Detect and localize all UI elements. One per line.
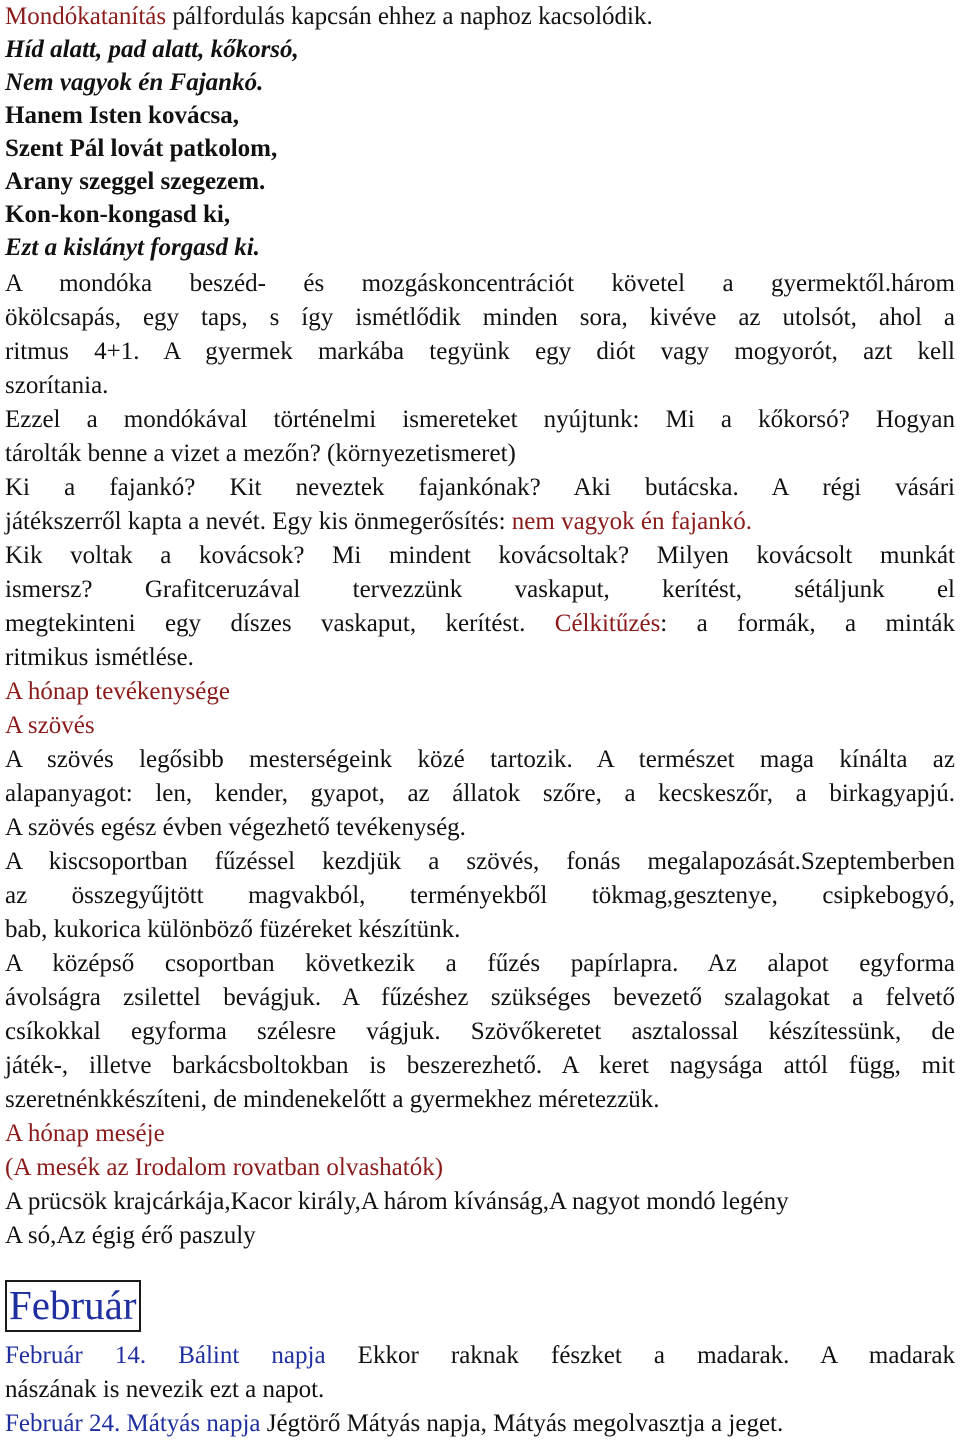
weaving-line: ávolságra zsilettel bevágjuk. A fűzéshez szükséges bevezető szalagokat a felvető [5,984,955,1011]
weaving-line: A szövés egész évben végezhető tevékenység. [5,814,466,841]
weaving-line: A szövés legősibb mesterségeink közé tartozik. A természet maga kínálta az [5,746,955,773]
feb14-line [5,1339,955,1373]
paragraph-text: játékszerről kapta a nevét. Egy kis önmegerősítés: [5,508,512,535]
weaving-line: bab, kukorica különböző füzéreket készítünk. [5,916,461,943]
paragraph-line: ismersz? Grafitceruzával tervezzünk vaskaput, kerítést, sétáljunk el [5,576,955,603]
paragraph-line: Ki a fajankó? Kit neveztek fajankónak? Aki butácska. A régi vásári [5,474,955,501]
goal-label: Célkitűzés [554,610,661,637]
heading-weaving: A szövés [5,712,95,739]
paragraph-text: megtekinteni egy díszes vaskaput, kerítést. [5,610,555,637]
weaving-line: csíkokkal egyforma szélesre vágjuk. Szövőkeretet asztalossal készítessünk, de [5,1018,955,1045]
rhyme-line-2: Nem vagyok én Fajankó. [5,69,264,96]
weaving-line: A kiscsoportban fűzéssel kezdjük a szövés, fonás megalapozását.Szeptemberben [5,848,955,875]
paragraph-text: : a formák, a minták [660,610,955,637]
feb24-line [5,1407,955,1441]
paragraph-line: tárolták benne a vizet a mezőn? (környezetismeret) [5,440,516,467]
paragraph-line: Kik voltak a kovácsok? Mi mindent kovácsoltak? Milyen kovácsolt munkát [5,542,955,569]
feb24-text: Jégtörő Mátyás napja, Mátyás megolvasztja a jeget. [260,1410,784,1437]
month-heading [5,1280,955,1330]
heading-tale: A hónap meséje [5,1120,165,1147]
paragraph-line: ritmikus ismétlése. [5,644,194,671]
rhyme-line-5: Arany szeggel szegezem. [5,168,266,195]
weaving-line: alapanyagot: len, kender, gyapot, az állatok szőre, a kecskeszőr, a birkagyapjú. [5,780,955,807]
rhyme-line-4: Szent Pál lovát patkolom, [5,135,278,162]
paragraph-line: Ezzel a mondókával történelmi ismereteket nyújtunk: Mi a kőkorsó? Hogyan [5,406,955,433]
feb14-text: Ekkor raknak fészket a madarak. A madarak [325,1342,955,1369]
paragraph-line [5,607,955,641]
weaving-line: az összegyűjtött magvakból, terményekből tökmag,gesztenye, csipkebogyó, [5,882,955,909]
rhyme-line-3: Hanem Isten kovácsa, [5,102,240,129]
highlight-text: nem vagyok én fajankó. [511,508,752,535]
feb14-cont: nászának is nevezik ezt a napot. [5,1376,325,1403]
weaving-line: játék-, illetve barkácsboltokban is beszerezhető. A keret nagysága attól függ, mit [5,1052,955,1079]
feb24-date: Február 24. Mátyás napja [5,1410,261,1437]
feb14-date: Február 14. Bálint napja [5,1342,326,1369]
tale-list-line: A só,Az égig érő paszuly [5,1222,256,1249]
intro-line [5,0,955,34]
paragraph-line: A mondóka beszéd- és mozgáskoncentrációt követel a gyermektől.három [5,270,955,297]
weaving-line: A középső csoportban következik a fűzés papírlapra. Az alapot egyforma [5,950,955,977]
rhyme-line-6: Kon-kon-kongasd ki, [5,201,231,228]
tale-list-line: A prücsök krajcárkája,Kacor király,A három kívánság,A nagyot mondó legény [5,1188,789,1215]
intro-text: pálfordulás kapcsán ehhez a naphoz kacsolódik. [166,3,653,30]
month-heading-box: Február [5,1280,141,1332]
rhyme-line-1: Híd alatt, pad alatt, kőkorsó, [5,36,299,63]
tale-note[interactable]: (A mesék az Irodalom rovatban olvashatók) [5,1154,444,1181]
paragraph-line: ökölcsapás, egy taps, s így ismétlődik minden sora, kivéve az utolsót, ahol a [5,304,955,331]
paragraph-line [5,505,955,539]
paragraph-line: ritmus 4+1. A gyermek markába tegyünk egy diót vagy mogyorót, azt kell [5,338,955,365]
rhyme-line-7: Ezt a kislányt forgasd ki. [5,234,260,261]
intro-link[interactable]: Mondókatanítás [5,3,167,30]
paragraph-line: szorítania. [5,372,109,399]
weaving-line: szeretnénkkészíteni, de mindenekelőtt a gyermekhez méretezzük. [5,1086,660,1113]
heading-activity: A hónap tevékenysége [5,678,230,705]
